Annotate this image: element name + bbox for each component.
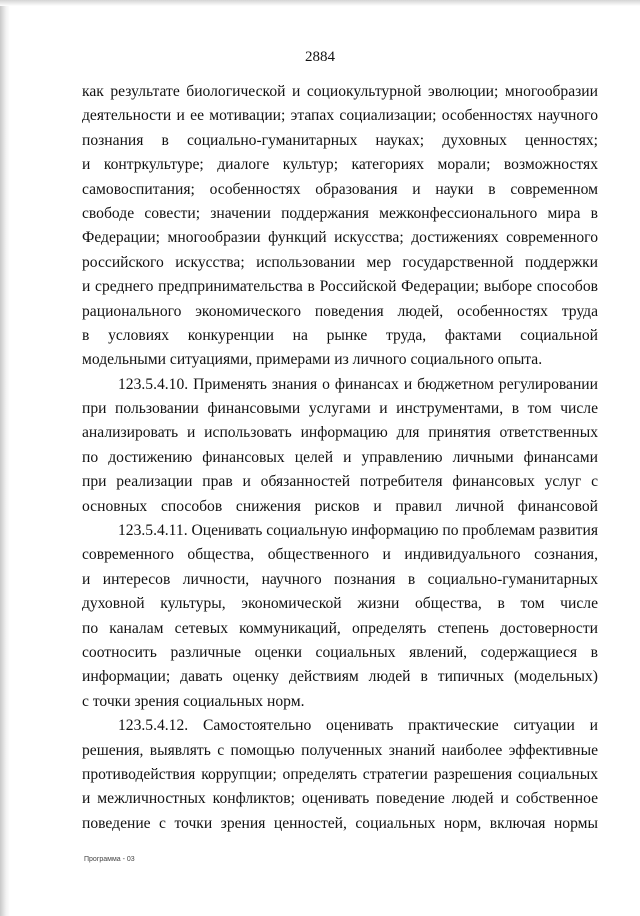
text-line: основных способов снижения рисков и правил личной финансовой: [82, 497, 598, 515]
text-line: 123.5.4.11. Оценивать социальную информацию по проблемам развития: [118, 522, 598, 540]
text-line: в условиях конкуренции на рынке труда, фактами социальной: [82, 326, 598, 344]
text-line: и межличностных конфликтов; оценивать поведение людей и собственное: [82, 790, 598, 808]
text-line: при пользовании финансовыми услугами и инструментами, в том числе: [82, 400, 598, 418]
text-line: Федерации; многообразии функций искусства; достижениях современного: [82, 229, 598, 247]
text-line: российского искусства; использовании мер государственной поддержки: [82, 253, 598, 271]
text-line: противодействия коррупции; определять стратегии разрешения социальных: [82, 765, 598, 783]
text-line: духовной культуры, экономической жизни общества, в том числе: [82, 595, 598, 613]
text-line: и среднего предпринимательства в Российской Федерации; выборе способов: [82, 278, 598, 296]
text-line: модельными ситуациями, примерами из личного социального опыта.: [82, 351, 543, 369]
text-line: 123.5.4.10. Применять знания о финансах и бюджетном регулировании: [118, 375, 598, 393]
text-line: рационального экономического поведения людей, особенностях труда: [82, 302, 598, 320]
footer-note: Программа - 03: [84, 856, 135, 863]
scan-edge-shadow: [0, 0, 10, 916]
paragraph-123-5-4-11: [82, 519, 598, 714]
text-line: самовоспитания; особенностях образования и науки в современном: [82, 180, 598, 198]
paragraph-123-5-4-10: [82, 373, 598, 519]
text-line: поведение с точки зрения ценностей, социальных норм, включая нормы: [82, 814, 598, 832]
text-line: свободе совести; значении поддержания межконфессионального мира в: [82, 204, 598, 222]
text-line: познания в социально-гуманитарных науках; духовных ценностях;: [82, 131, 598, 149]
text-line: и контркультуре; диалоге культур; категориях морали; возможностях: [82, 156, 598, 174]
scan-edge-shadow-top: [0, 0, 640, 6]
text-line: 123.5.4.12. Самостоятельно оценивать практические ситуации и: [118, 717, 598, 735]
text-line: при реализации прав и обязанностей потребителя финансовых услуг с: [82, 473, 598, 491]
text-line: по достижению финансовых целей и управлению личными финансами: [82, 448, 598, 466]
document-body: [82, 80, 598, 836]
page-number: 2884: [305, 49, 335, 65]
text-line: как результате биологической и социокультурной эволюции; многообразии: [82, 83, 598, 100]
text-line: и интересов личности, научного познания в социально-гуманитарных: [82, 570, 598, 588]
text-line: с точки зрения социальных норм.: [82, 692, 305, 710]
text-line: решения, выявлять с помощью полученных знаний наиболее эффективные: [82, 741, 598, 759]
text-line: современного общества, общественного и индивидуального сознания,: [82, 546, 598, 564]
text-line: деятельности и ее мотивации; этапах социализации; особенностях научного: [82, 107, 598, 125]
paragraph-123-5-4-12: [82, 714, 598, 836]
paragraph: [82, 80, 598, 373]
text-line: информации; давать оценку действиям людей в типичных (модельных): [82, 668, 598, 686]
text-line: по каналам сетевых коммуникаций, определять степень достоверности: [82, 619, 598, 637]
text-line: соотносить различные оценки социальных явлений, содержащиеся в: [82, 643, 598, 661]
text-line: анализировать и использовать информацию для принятия ответственных: [82, 424, 598, 442]
